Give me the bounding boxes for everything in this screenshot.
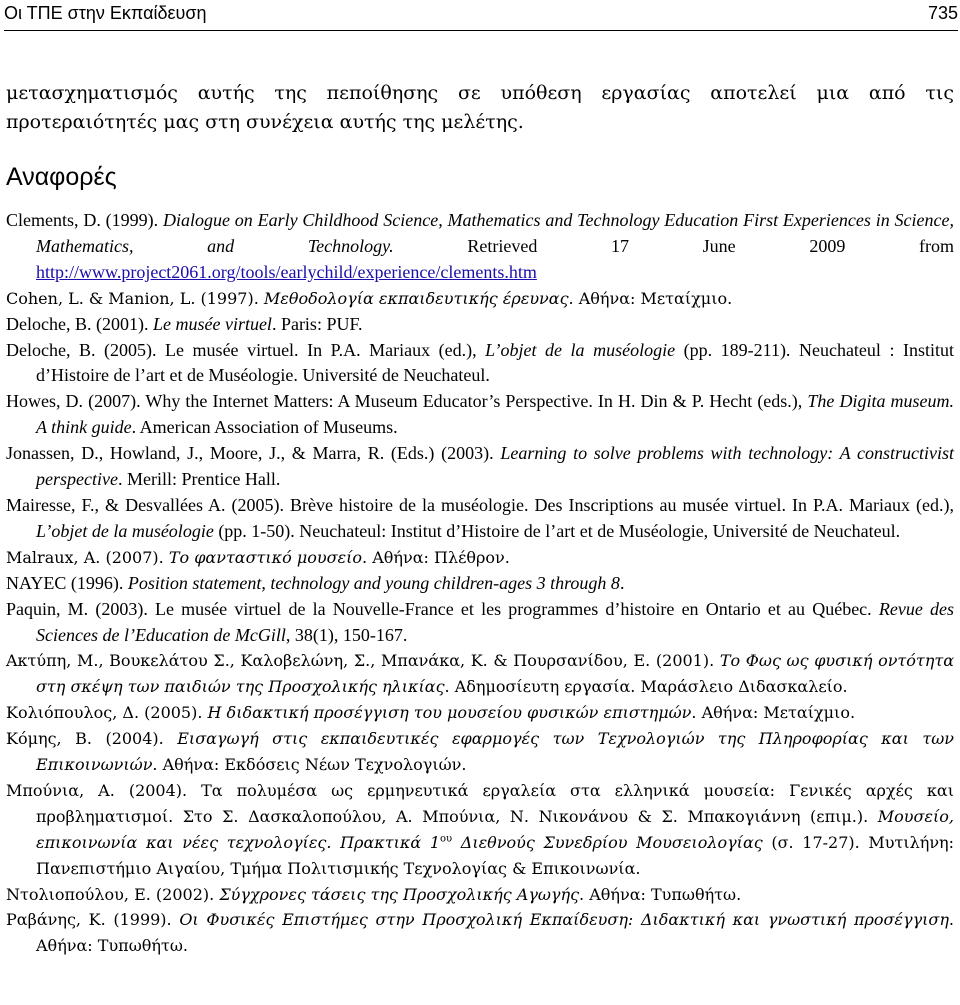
reference-item: Clements, D. (1999). Dialogue on Early Childhood Science, Mathematics and Technology Education First Experiences in Science, Mathematics, and Technology. Retrieved 17 June 2009 from http://www.project2061.org/tools/earlychild/experience/clements.htm <box>6 210 954 282</box>
header-title: Οι ΤΠΕ στην Εκπαίδευση <box>4 3 207 23</box>
reference-item: Κολιόπουλος, Δ. (2005). Η διδακτική προσέγγιση του μουσείου φυσικών επιστημών. Αθήνα: Μεταίχμιο. <box>6 703 856 723</box>
reference-list <box>6 208 954 959</box>
reference-item: Cohen, L. & Manion, L. (1997). Μεθοδολογία εκπαιδευτικής έρευνας. Αθήνα: Μεταίχμιο. <box>6 288 733 308</box>
reference-item: Deloche, B. (2005). Le musée virtuel. In P.A. Mariaux (ed.), L’objet de la muséologie (pp. 189-211). Neuchateul : Institut d’Histoire de l’art et de Muséologie. Université de Neuchateul. <box>6 339 954 386</box>
reference-item: Paquin, M. (2003). Le musée virtuel de la Nouvelle-France et les programmes d’histoire en Ontario et au Québec. Revue des Sciences de l’Education de McGill, 38(1), 150-167. <box>6 598 954 645</box>
reference-item: Mairesse, F., & Desvallées A. (2005). Brève histoire de la muséologie. Des Inscriptions au musée virtuel. In P.A. Mariaux (ed.), L’objet de la muséologie (pp. 1-50). Neuchateul: Institut d’Histoire de l’art et de Muséologie, Université de Neuchateul. <box>6 494 954 541</box>
reference-item: Κόμης, Β. (2004). Εισαγωγή στις εκπαιδευτικές εφαρμογές των Τεχνολογιών της Πληροφορίας και των Επικοινωνιών. Αθήνα: Εκδόσεις Νέων Τεχνολογιών. <box>6 729 954 775</box>
reference-item: Malraux, A. (2007). Το φανταστικό μουσείο. Αθήνα: Πλέθρον. <box>6 547 510 567</box>
page-number: 735 <box>927 3 958 23</box>
reference-link[interactable]: http://www.project2061.org/tools/earlychild/experience/clements.htm <box>36 261 537 282</box>
reference-item: NAYEC (1996). Position statement, technology and young children-ages 3 through 8. <box>6 572 625 593</box>
running-header <box>4 0 958 31</box>
reference-item: Jonassen, D., Howland, J., Moore, J., & Marra, R. (Eds.) (2003). Learning to solve problems with technology: A constructivist perspective. Merill: Prentice Hall. <box>6 443 954 490</box>
intro-paragraph: μετασχηματισμός αυτής της πεποίθησης σε υπόθεση εργασίας αποτελεί μια από τις προτεραιότητές μας στη συνέχεια αυτής της μελέτης. <box>6 82 954 133</box>
reference-item: Howes, D. (2007). Why the Internet Matters: A Museum Educator’s Perspective. In H. Din & P. Hecht (eds.), The Digita museum. A think guide. American Association of Museums. <box>6 391 955 438</box>
reference-item: Ντολιοπούλου, Ε. (2002). Σύγχρονες τάσεις της Προσχολικής Αγωγής. Αθήνα: Τυπωθήτω. <box>6 884 742 904</box>
reference-item: Ακτύπη, Μ., Βουκελάτου Σ., Καλοβελώνη, Σ., Μπανάκα, Κ. & Πουρσανίδου, Ε. (2001). Το Φως ως φυσική οντότητα στη σκέψη των παιδιών της Προσχολικής ηλικίας. Αδημοσίευτη εργασία. Μαράσλειο Διδασκαλείο. <box>6 651 954 697</box>
reference-item: Μπούνια, Α. (2004). Τα πολυμέσα ως ερμηνευτικά εργαλεία στα ελληνικά μουσεία: Γενικές αρχές και προβληματισμοί. Στο Σ. Δασκαλοπούλου, Α. Μπούνια, Ν. Νικονάνου & Σ. Μπακογιάννη (επιμ.). Μουσείο, επικοινωνία και νέες τεχνολογίες. Πρακτικά $1^{o\upsilon}$ Διεθνούς Συνεδρίου Μουσειολογίας (σ. 17-27). Μυτιλήνη: Πανεπιστήμιο Αιγαίου, Τμήμα Πολιτισμικής Τεχνολογίας & Επικοινωνία. <box>6 780 955 878</box>
section-heading-references: Αναφορές <box>6 163 117 191</box>
reference-item: Deloche, B. (2001). Le musée virtuel. Paris: PUF. <box>6 313 363 334</box>
reference-item: Ραβάνης, Κ. (1999). Οι Φυσικές Επιστήμες στην Προσχολική Εκπαίδευση: Διδακτική και γνωστική προσέγγιση. Αθήνα: Τυπωθήτω. <box>6 910 955 956</box>
